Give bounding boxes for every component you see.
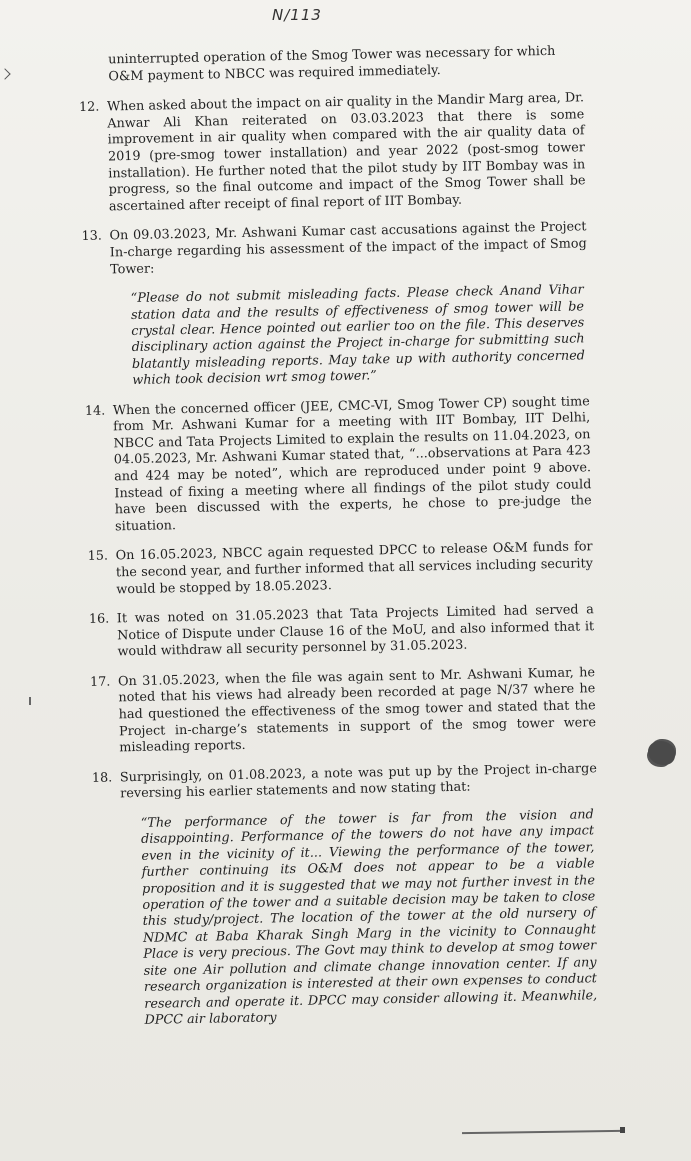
item-text: On 31.05.2023, when the file was again sent to Mr. Ashwani Kumar, he noted that his views had already been recorded at page N/37 where he had questioned the effectiveness of the smog tower and stated that the Project in-charge’s statements in support of the smog tower were misleading reports. (117, 665, 597, 756)
item-text: When the concerned officer (JEE, CMC-VI, Smog Tower CP) sought time from Mr. Ashwani Kumar for a meeting with IIT Bombay, IIT Delhi, NBCC and Tata Projects Limited to explain the results on 11.04.2023, on 04.05.2023, Mr. Ashwani Kumar stated that, “...observations at Para 423 and 424 may be noted”, which are reproduced under point 9 above. Instead of fixing a meeting where all findings of the pilot study could have been discussed with the experts, he chose to pre-judge the situation. (112, 393, 592, 535)
item-number: 17. (89, 674, 111, 690)
margin-mark (0, 68, 11, 79)
quote-ashwani-kumar: “Please do not submit misleading facts. Please check Anand Vihar station data and the results of effectiveness of smog tower will be crystal clear. Hence pointed out earlier too on the file. This deserves disciplinary action against the Project in-charge for submitting such blatantly misleading reports. May take up with authority concerned which took decision wrt smog tower.” (130, 282, 586, 389)
item-number: 12. (78, 99, 100, 116)
item-14 (85, 394, 592, 536)
item-text: It was noted on 31.05.2023 that Tata Projects Limited had served a Notice of Dispute under Clause 16 of the MoU, and also informed that it would withdraw all security personnel by 31.05.2023. (116, 602, 595, 660)
item-16 (89, 602, 595, 661)
item-number: 16. (88, 611, 110, 627)
document-body (78, 43, 602, 1043)
item-text: On 16.05.2023, NBCC again requested DPCC to release O&M funds for the second year, and further informed that all services including security would be stopped by 18.05.2023. (115, 539, 594, 597)
bottom-rule (462, 1130, 620, 1134)
quote-project-in-charge: “The performance of the tower is far from the vision and disappointing. Performance of the towers do not have any impact even in the vicinity of it... Viewing the performance of the tower, further continuing its O&M does not appear to be a viable proposition and it is suggested that we may not further invest in the operation of the tower and a suitable decision may be taken to close this study/project. The location of the tower at the old nursery of NDMC at Baba Kharak Singh Marg in the vicinity to Connaught Place is very precious. The Govt may think to develop at smog tower site one Air pollution and climate change innovation center. If any research organization is interested at their own expenses to conduct research and operate it. DPCC may consider allowing it. Meanwhile, DPCC air laboratory (140, 807, 598, 1028)
corner-mark (620, 1127, 625, 1133)
item-13 (81, 220, 587, 279)
item-number: 15. (87, 548, 109, 565)
item-15 (88, 540, 594, 599)
item-number: 14. (84, 403, 106, 419)
item-number: 13. (81, 228, 103, 245)
ink-stain (648, 741, 675, 765)
intro-paragraph: uninterrupted operation of the Smog Tower was necessary for which O&M payment to NBCC was required immediately. (107, 43, 556, 85)
item-12 (79, 90, 586, 216)
item-text: Surprisingly, on 01.08.2023, a note was put up by the Project in-charge reversing his earlier statements and now stating that: (119, 761, 597, 802)
margin-dot (29, 697, 31, 705)
item-18 (92, 761, 598, 804)
item-17 (90, 665, 596, 758)
item-text: When asked about the impact on air quality in the Mandir Marg area, Dr. Anwar Ali Khan reiterated on 03.03.2023 that there is some improvement in air quality when compared with the air quality data of 2019 (pre-smog tower installation) and year 2022 (post-smog tower installation). He further noted that the pilot study by IIT Bombay was in progress, so the final outcome and impact of the Smog Tower shall be ascertained after receipt of final report of IIT Bombay. (106, 90, 586, 215)
item-number: 18. (91, 770, 113, 786)
page-number: N/113 (272, 6, 322, 24)
item-text: On 09.03.2023, Mr. Ashwani Kumar cast accusations against the Project In-charge regarding his assessment of the impact of the impact of Smog Tower: (109, 219, 587, 277)
